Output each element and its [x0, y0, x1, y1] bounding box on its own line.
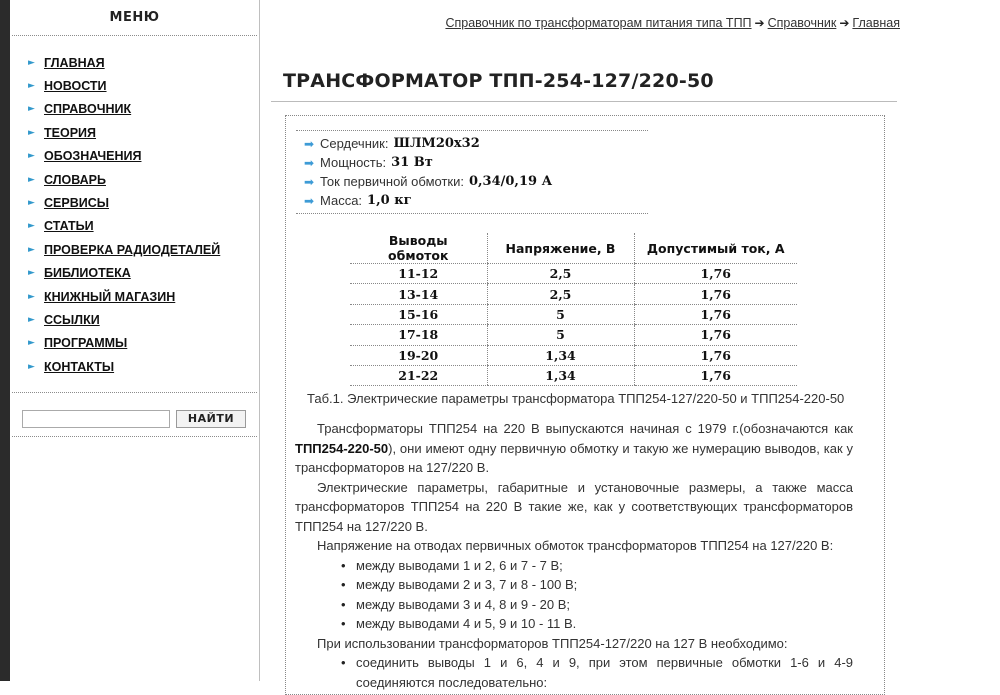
sidebar-divider: [12, 436, 257, 437]
arrow-bullet-icon: ►: [28, 221, 35, 232]
table-header-row: [350, 233, 797, 264]
table-cell: 1,34: [487, 365, 634, 385]
menu-item-library[interactable]: [10, 262, 259, 285]
spec-row-current: [304, 172, 648, 191]
table-cell: 2,5: [487, 264, 634, 284]
list-item: • между выводами 4 и 5, 9 и 10 - 11 В.: [341, 614, 853, 634]
table-cell: 2,5: [487, 284, 634, 304]
table-cell: 1,76: [634, 264, 797, 284]
menu-link[interactable]: НОВОСТИ: [44, 79, 107, 94]
spec-list: [296, 130, 648, 214]
menu-item-parts-check[interactable]: [10, 238, 259, 261]
spec-row-power: [304, 153, 648, 172]
table-cell: 1,76: [634, 325, 797, 345]
table-row: [350, 325, 797, 345]
spec-label: Мощность:: [320, 155, 387, 170]
table-row: [350, 345, 797, 365]
menu-item-home[interactable]: [10, 51, 259, 74]
arrow-bullet-icon: ►: [28, 244, 35, 255]
arrow-bullet-icon: ►: [28, 338, 35, 349]
breadcrumb-link[interactable]: Главная: [852, 16, 900, 30]
table-cell: 11-12: [350, 264, 487, 284]
arrow-bullet-icon: ➡: [304, 193, 315, 208]
sidebar: [10, 0, 260, 681]
arrow-bullet-icon: ►: [28, 291, 35, 302]
arrow-bullet-icon: ➡: [304, 155, 315, 170]
menu-link[interactable]: СЛОВАРЬ: [44, 172, 106, 187]
menu-link[interactable]: БИБЛИОТЕКА: [44, 266, 131, 281]
list-item: • соединить выводы 1 и 6, 4 и 9, при этом первичные обмотки 1-6 и 4-9 соединяются последовательно:: [341, 653, 853, 692]
spec-value: 0,34/0,19 А: [468, 174, 553, 189]
breadcrumb-link[interactable]: Справочник: [767, 16, 837, 30]
menu-item-contacts[interactable]: [10, 355, 259, 378]
menu-link[interactable]: СПРАВОЧНИК: [44, 102, 132, 117]
sidebar-divider: [12, 392, 257, 393]
list-item: • между выводами 3 и 4, 8 и 9 - 20 В;: [341, 595, 853, 615]
spec-row-mass: [304, 191, 648, 210]
table-cell: 1,34: [487, 345, 634, 365]
arrow-bullet-icon: ►: [28, 268, 35, 279]
page-left-border: [0, 0, 10, 681]
menu-item-dictionary[interactable]: [10, 168, 259, 191]
spec-label: Сердечник:: [320, 136, 389, 151]
spec-label: Ток первичной обмотки:: [320, 174, 464, 189]
menu-link[interactable]: СТАТЬИ: [44, 219, 94, 234]
arrow-right-icon: ➔: [839, 16, 850, 30]
arrow-bullet-icon: ►: [28, 361, 35, 372]
column-header: Выводы обмоток: [350, 233, 487, 264]
table-cell: 1,76: [634, 365, 797, 385]
spec-label: Масса:: [320, 193, 363, 208]
menu-link[interactable]: ГЛАВНАЯ: [44, 55, 105, 70]
paragraph: Напряжение на отводах первичных обмоток трансформаторов ТПП254 на 127/220 В:: [317, 538, 834, 553]
table-cell: 1,76: [634, 304, 797, 324]
arrow-bullet-icon: ➡: [304, 174, 315, 189]
paragraph: Электрические параметры, габаритные и установочные размеры, а также масса трансформаторов ТПП254 на 220 В такие же, как у соответствующих трансформаторов ТПП254 на 127/220 В.: [295, 479, 853, 534]
spec-row-core: [304, 134, 648, 153]
arrow-bullet-icon: ➡: [304, 136, 315, 151]
table-row: [350, 365, 797, 385]
menu-link[interactable]: ПРОГРАММЫ: [44, 336, 128, 351]
menu-item-bookstore[interactable]: [10, 285, 259, 308]
arrow-right-icon: ➔: [754, 16, 765, 30]
column-header: Допустимый ток, А: [634, 233, 797, 264]
table-cell: 15-16: [350, 304, 487, 324]
table-cell: 5: [487, 325, 634, 345]
steps-list: [295, 653, 853, 692]
menu-link[interactable]: ССЫЛКИ: [44, 312, 100, 327]
model-name: ТПП254-220-50: [295, 440, 389, 456]
menu-link[interactable]: ПРОВЕРКА РАДИОДЕТАЛЕЙ: [44, 242, 221, 257]
menu-item-reference[interactable]: [10, 98, 259, 121]
spec-value: 1,0 кг: [367, 193, 412, 208]
table-cell: 19-20: [350, 345, 487, 365]
parameters-table: [350, 233, 797, 386]
arrow-bullet-icon: ►: [28, 81, 35, 92]
main-content: [261, 0, 1000, 690]
breadcrumb: [445, 16, 900, 30]
arrow-bullet-icon: ►: [28, 57, 35, 68]
menu-link[interactable]: КОНТАКТЫ: [44, 359, 115, 374]
menu-item-theory[interactable]: [10, 121, 259, 144]
menu-link[interactable]: ОБОЗНАЧЕНИЯ: [44, 149, 142, 164]
menu-title: МЕНЮ: [12, 0, 257, 36]
table-cell: 13-14: [350, 284, 487, 304]
spec-value: 31 Вт: [391, 155, 433, 170]
spec-value: ШЛМ20х32: [393, 136, 480, 151]
arrow-bullet-icon: ►: [28, 151, 35, 162]
paragraph: [295, 419, 853, 478]
article-text: [295, 419, 853, 692]
article-box: [285, 115, 885, 695]
paragraph: При использовании трансформаторов ТПП254-127/220 на 127 В необходимо:: [317, 635, 788, 651]
search-input[interactable]: [22, 410, 170, 428]
title-divider: [271, 101, 897, 102]
menu-link[interactable]: ТЕОРИЯ: [44, 125, 97, 140]
menu-item-services[interactable]: [10, 191, 259, 214]
arrow-bullet-icon: ►: [28, 104, 35, 115]
menu-link[interactable]: СЕРВИСЫ: [44, 196, 109, 211]
arrow-bullet-icon: ►: [28, 314, 35, 325]
voltage-list: [295, 556, 853, 634]
search-form: [22, 410, 246, 428]
arrow-bullet-icon: ►: [28, 127, 35, 138]
paragraph-text: Трансформаторы ТПП254 на 220 В выпускаются начиная с 1979 г.(обозначаются как: [317, 421, 853, 436]
menu-item-designations[interactable]: [10, 145, 259, 168]
arrow-bullet-icon: ►: [28, 174, 35, 185]
menu-item-news[interactable]: [10, 74, 259, 97]
list-item: • между выводами 2 и 3, 7 и 8 - 100 В;: [341, 575, 853, 595]
column-header: Напряжение, В: [487, 233, 634, 264]
arrow-bullet-icon: ►: [28, 198, 35, 209]
search-button[interactable]: НАЙТИ: [176, 410, 246, 428]
table-cell: 1,76: [634, 345, 797, 365]
table-cell: 17-18: [350, 325, 487, 345]
table-row: [350, 264, 797, 284]
table-row: [350, 284, 797, 304]
breadcrumb-link[interactable]: Справочник по трансформаторам питания типа ТПП: [445, 16, 752, 30]
list-item: • между выводами 1 и 2, 6 и 7 - 7 В;: [341, 556, 853, 576]
page-title: ТРАНСФОРМАТОР ТПП-254-127/220-50: [283, 70, 714, 92]
menu-item-links[interactable]: [10, 308, 259, 331]
table-cell: 21-22: [350, 365, 487, 385]
table-cell: 1,76: [634, 284, 797, 304]
table-row: [350, 304, 797, 324]
table-caption: Таб.1. Электрические параметры трансформатора ТПП254-127/220-50 и ТПП254-220-50: [307, 391, 845, 406]
menu-item-programs[interactable]: [10, 332, 259, 355]
paragraph-text: ), они имеют одну первичную обмотку и такую же нумерацию выводов, как у трансформаторов на 127/220 В.: [295, 440, 853, 475]
menu-item-articles[interactable]: [10, 215, 259, 238]
menu-list: [10, 36, 259, 378]
menu-link[interactable]: КНИЖНЫЙ МАГАЗИН: [44, 289, 176, 304]
table-cell: 5: [487, 304, 634, 324]
